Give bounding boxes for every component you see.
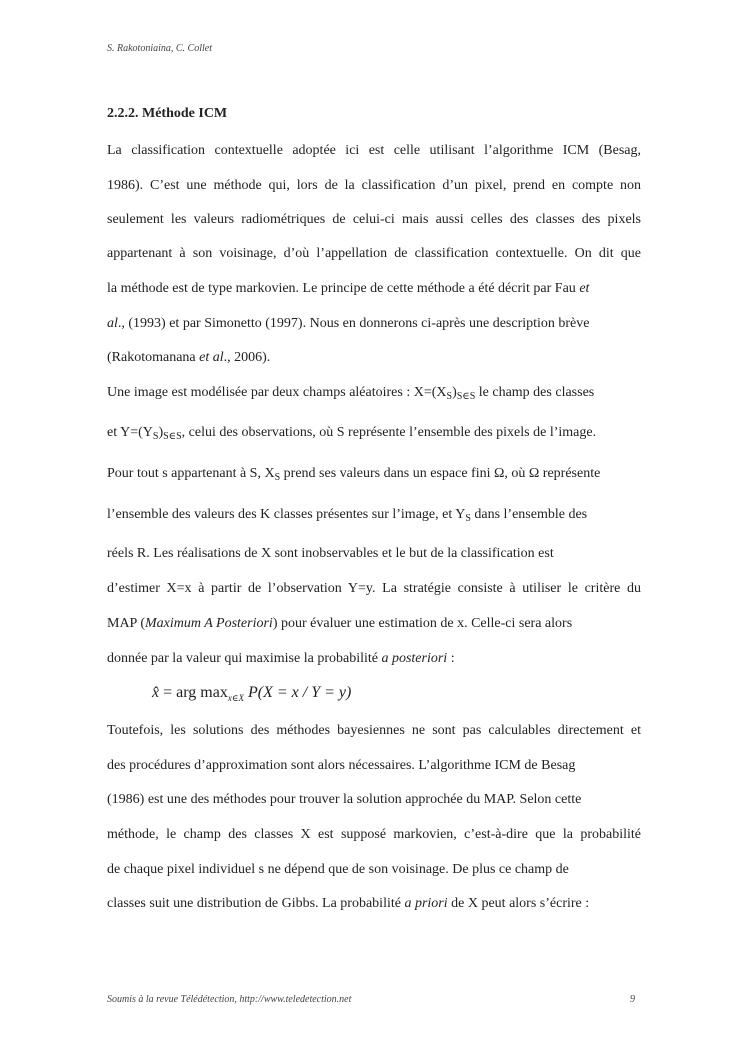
text-line — [107, 280, 641, 298]
text-span: ) — [158, 425, 164, 440]
text-line: de chaque pixel individuel s ne dépend que de son voisinage. De plus ce champ de — [107, 862, 569, 877]
italic-span: et — [579, 281, 590, 296]
italic-span: a priori — [404, 896, 448, 911]
text-line: 1986). C’est une méthode qui, lors de la classification d’un pixel, prend en compte non — [107, 178, 641, 193]
text-span: classes suit une distribution de Gibbs. La probabilité — [107, 896, 401, 911]
text-span: et Y=(Y — [107, 425, 153, 440]
text-line: méthode, le champ des classes X est supposé markovien, c’est-à-dire que la probabilité — [107, 827, 641, 842]
text-span: le champ des classes — [475, 385, 595, 400]
text-line — [107, 615, 641, 633]
subscript: S∈S — [456, 391, 476, 402]
running-header-authors: S. Rakotoniaina, C. Collet — [107, 43, 212, 54]
formula-rhs: P(X = x / Y = y) — [247, 684, 352, 701]
subscript: S∈S — [163, 431, 182, 442]
text-line — [107, 506, 641, 528]
italic-span: a posteriori — [381, 651, 448, 666]
text-span: ) — [452, 385, 457, 400]
text-line — [107, 650, 641, 668]
italic-span: Maximum A Posteriori — [145, 616, 273, 631]
subscript: S — [274, 472, 281, 483]
text-span: dans l’ensemble des — [470, 507, 588, 522]
text-line: des procédures d’approximation sont alors nécessaires. L’algorithme ICM de Besag — [107, 758, 576, 773]
text-span: ) pour évaluer une estimation de x. Celle-ci sera alors — [272, 616, 573, 631]
subscript: S — [465, 513, 471, 524]
text-line — [107, 315, 641, 333]
page-number: 9 — [630, 994, 635, 1005]
text-line: réels R. Les réalisations de X sont inobservables et le but de la classification est — [107, 546, 554, 561]
text-span: de X peut alors s’écrire : — [447, 896, 590, 911]
text-span: donnée par la valeur qui maximise la probabilité — [107, 651, 378, 666]
subscript: S — [152, 431, 159, 442]
formula-equals: = — [159, 684, 177, 701]
text-line — [107, 384, 641, 406]
text-line: La classification contextuelle adoptée ici est celle utilisant l’algorithme ICM (Besag, — [107, 143, 641, 158]
text-span: , celui des observations, où S représente l’ensemble des pixels de l’image. — [181, 425, 597, 440]
footer-journal: Soumis à la revue Télédétection, http://www.teledetection.net — [107, 994, 352, 1005]
text-span: prend ses valeurs dans un espace fini Ω, où Ω représente — [280, 466, 601, 481]
text-line — [107, 424, 641, 446]
text-span: la méthode est de type markovien. Le principe de cette méthode a été décrit par Fau — [107, 281, 576, 296]
text-line — [107, 465, 641, 487]
text-line: appartenant à son voisinage, d’où l’appellation de classification contextuelle. On dit que — [107, 246, 641, 261]
text-line — [107, 349, 641, 367]
text-line: Toutefois, les solutions des méthodes bayesiennes ne sont pas calculables directement et — [107, 723, 641, 738]
text-span: Pour tout s appartenant à S, X — [107, 466, 275, 481]
subscript: S — [446, 391, 453, 402]
text-span: MAP ( — [107, 616, 145, 631]
text-span: l’ensemble des valeurs des K classes présentes sur l’image, et Y — [107, 507, 466, 522]
formula-subscript: x∈X — [227, 693, 244, 703]
formula-lhs: x̂ — [152, 684, 160, 701]
section-heading: 2.2.2. Méthode ICM — [107, 106, 228, 121]
text-line — [107, 895, 641, 913]
map-formula — [152, 684, 351, 704]
text-span: (Rakotomanana — [107, 350, 196, 365]
text-line: d’estimer X=x à partir de l’observation Y=y. La stratégie consiste à utiliser le critère du — [107, 581, 641, 596]
text-span: ., 2006). — [223, 350, 271, 365]
text-span: : — [447, 651, 455, 666]
text-line: (1986) est une des méthodes pour trouver la solution approchée du MAP. Selon cette — [107, 792, 582, 807]
formula-operator: arg max — [176, 684, 228, 701]
italic-span: et al — [199, 350, 224, 365]
italic-span: al — [107, 316, 118, 331]
text-span: Une image est modélisée par deux champs aléatoires : X=(X — [107, 385, 447, 400]
text-line: seulement les valeurs radiométriques de celui-ci mais aussi celles des classes des pixels — [107, 212, 641, 227]
text-span: ., (1993) et par Simonetto (1997). Nous en donnerons ci-après une description brève — [117, 316, 590, 331]
